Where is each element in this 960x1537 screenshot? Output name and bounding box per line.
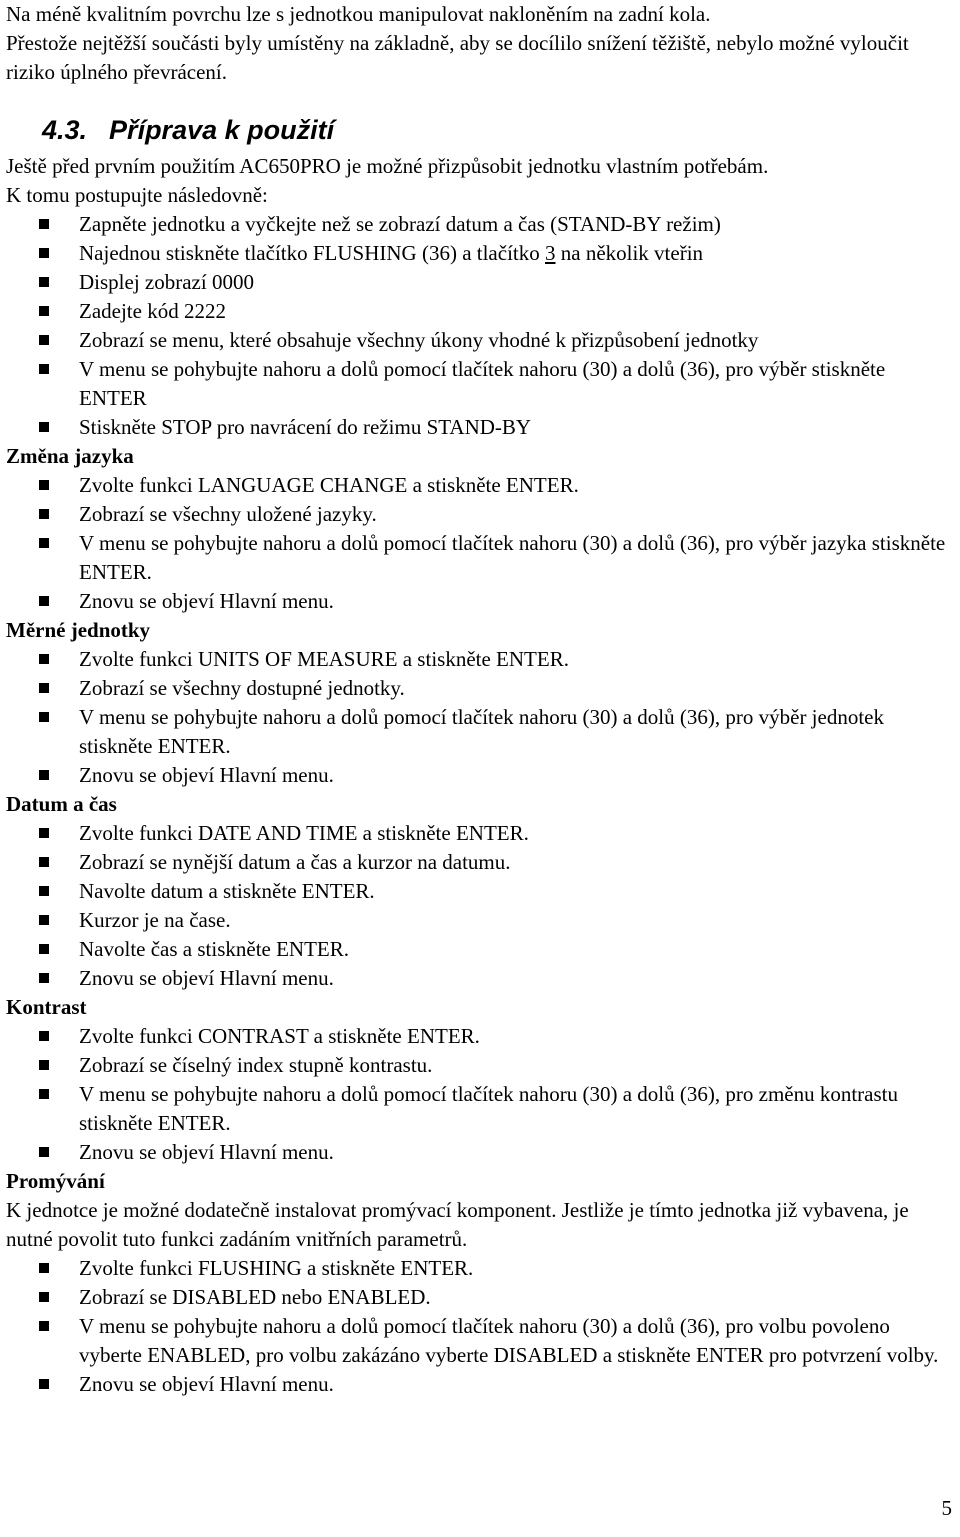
list-item: Znovu se objeví Hlavní menu. [6,964,954,993]
list-item: Navolte datum a stiskněte ENTER. [6,877,954,906]
datetime-list [6,819,954,993]
section-title: Příprava k použití [109,115,335,145]
list-item: Zvolte funkci UNITS OF MEASURE a stiskněte ENTER. [6,645,954,674]
list-item: Navolte čas a stiskněte ENTER. [6,935,954,964]
units-heading: Měrné jednotky [6,618,151,642]
list-item [6,239,954,268]
list-item: V menu se pohybujte nahoru a dolů pomocí tlačítek nahoru (30) a dolů (36), pro výběr jednotek stiskněte ENTER. [6,703,954,761]
contrast-heading: Kontrast [6,995,87,1019]
button-number-underlined: 3 [545,241,556,265]
list-item: Zapněte jednotku a vyčkejte než se zobrazí datum a čas (STAND-BY režim) [6,210,954,239]
list-item: Zvolte funkci DATE AND TIME a stiskněte ENTER. [6,819,954,848]
list-item: Zobrazí se všechny dostupné jednotky. [6,674,954,703]
section-number: 4.3. [42,115,88,145]
section-lead-1: Ještě před prvním použitím AC650PRO je možné přizpůsobit jednotku vlastním potřebám. [6,154,769,178]
datetime-heading: Datum a čas [6,792,117,816]
list-item: Zvolte funkci CONTRAST a stiskněte ENTER. [6,1022,954,1051]
list-item: Zobrazí se DISABLED nebo ENABLED. [6,1283,954,1312]
flushing-list [6,1254,954,1399]
list-item: V menu se pohybujte nahoru a dolů pomocí tlačítek nahoru (30) a dolů (36), pro změnu kontrastu stiskněte ENTER. [6,1080,954,1138]
contrast-list [6,1022,954,1167]
list-item: V menu se pohybujte nahoru a dolů pomocí tlačítek nahoru (30) a dolů (36), pro volbu povoleno vyberte ENABLED, pro volbu zakázáno vyberte DISABLED a stiskněte ENTER pro potvrzení volby. [6,1312,954,1370]
list-item: Znovu se objeví Hlavní menu. [6,1138,954,1167]
list-item: V menu se pohybujte nahoru a dolů pomocí tlačítek nahoru (30) a dolů (36), pro výběr jazyka stiskněte ENTER. [6,529,954,587]
list-item: Zobrazí se nynější datum a čas a kurzor na datumu. [6,848,954,877]
list-item: Zadejte kód 2222 [6,297,954,326]
list-item: Znovu se objeví Hlavní menu. [6,761,954,790]
list-item: Stiskněte STOP pro navrácení do režimu STAND-BY [6,413,954,442]
flushing-intro: K jednotce je možné dodatečně instalovat promývací komponent. Jestliže je tímto jednotka již vybavena, je nutné povolit tuto funkci zadáním vnitřních parametrů. [6,1198,909,1251]
list-item: Kurzor je na čase. [6,906,954,935]
units-list [6,645,954,790]
list-item: Znovu se objeví Hlavní menu. [6,587,954,616]
section-lead-2: K tomu postupujte následovně: [6,183,268,207]
step-text-before: Najednou stiskněte tlačítko FLUSHING (36) a tlačítko [79,241,545,265]
section-heading [42,113,954,147]
step-text-after: na několik vteřin [555,241,704,265]
list-item: Znovu se objeví Hlavní menu. [6,1370,954,1399]
list-item: Displej zobrazí 0000 [6,268,954,297]
list-item: Zobrazí se menu, které obsahuje všechny úkony vhodné k přizpůsobení jednotky [6,326,954,355]
language-list [6,471,954,616]
setup-steps-list [6,210,954,442]
intro-line-1: Na méně kvalitním povrchu lze s jednotkou manipulovat nakloněním na zadní kola. [6,2,711,26]
intro-line-2: Přestože nejtěžší součásti byly umístěny na základně, aby se docílilo snížení těžiště, nebylo možné vyloučit riziko úplného převrácení. [6,31,909,84]
list-item: Zvolte funkci FLUSHING a stiskněte ENTER. [6,1254,954,1283]
page-number: 5 [941,1496,952,1520]
document-page [6,0,954,1399]
list-item: Zvolte funkci LANGUAGE CHANGE a stiskněte ENTER. [6,471,954,500]
list-item: Zobrazí se číselný index stupně kontrastu. [6,1051,954,1080]
language-heading: Změna jazyka [6,444,134,468]
list-item: Zobrazí se všechny uložené jazyky. [6,500,954,529]
flushing-heading: Promývání [6,1169,105,1193]
list-item: V menu se pohybujte nahoru a dolů pomocí tlačítek nahoru (30) a dolů (36), pro výběr stiskněte ENTER [6,355,954,413]
